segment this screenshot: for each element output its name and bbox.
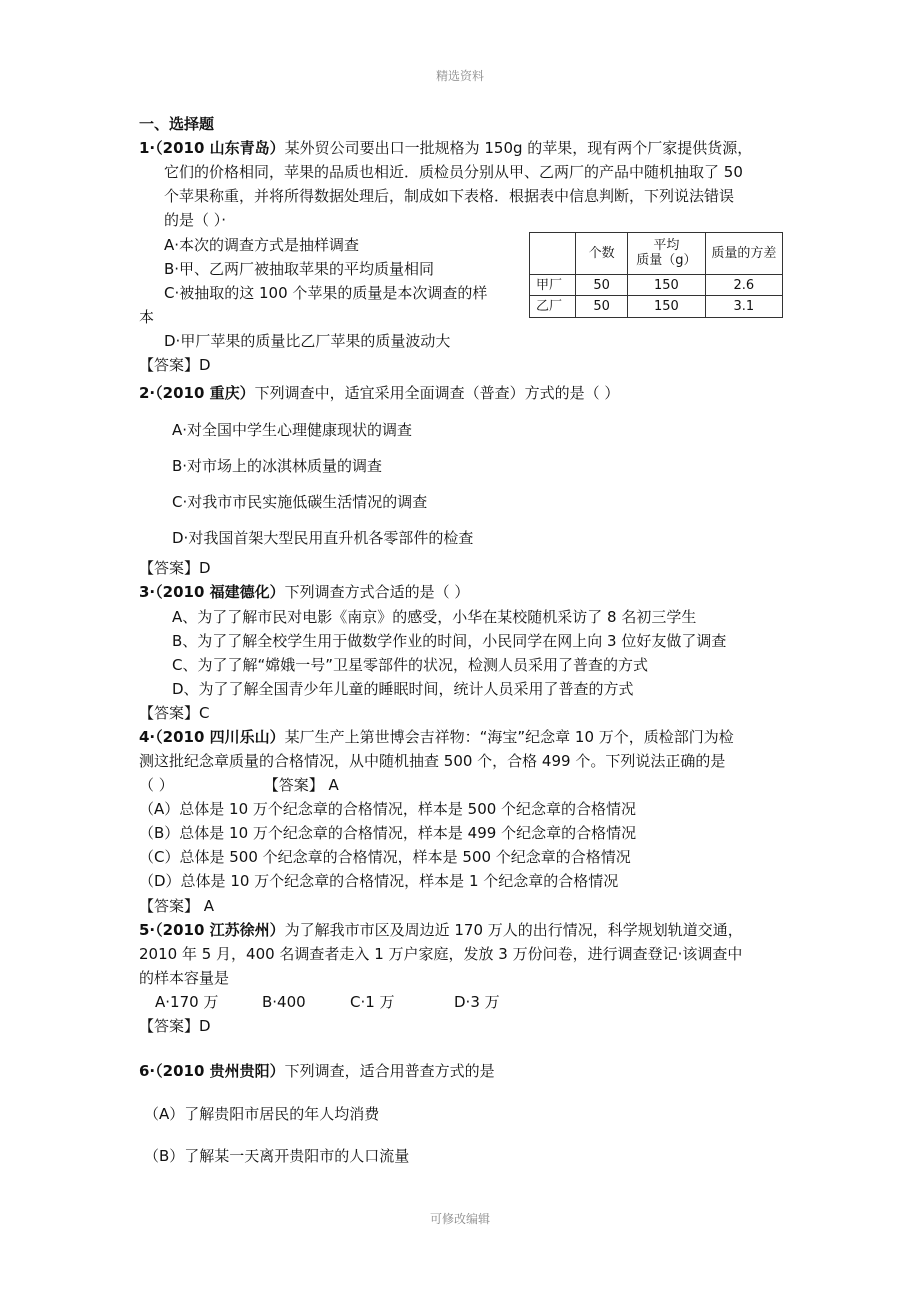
table-row: [530, 274, 783, 296]
question-5-option-a: A·170 万: [155, 993, 219, 1011]
question-2-option-a: A·对全国中学生心理健康现状的调查: [172, 421, 413, 439]
question-5-line-2: 2010 年 5 月，400 名调查者走入 1 万户家庭，发放 3 万份问卷，进行调查登记·该调查中: [139, 945, 743, 963]
page-footer: 可修改编辑: [429, 1212, 490, 1226]
question-5-option-c: C·1 万: [350, 993, 395, 1011]
question-2-text: 下列调查中，适宜采用全面调查（普查）方式的是（ ）: [254, 384, 620, 402]
question-4-option-b: （B）总体是 10 万个纪念章的合格情况，样本是 499 个纪念章的合格情况: [139, 824, 637, 842]
question-5-tag: 5·（2010 江苏徐州）: [139, 921, 285, 939]
question-1-option-d: D·甲厂苹果的质量比乙厂苹果的质量波动大: [164, 332, 451, 350]
question-4-option-d: （D）总体是 10 万个纪念章的合格情况，样本是 1 个纪念章的合格情况: [139, 872, 619, 890]
question-3-option-c: C、为了了解“嫦娥一号”卫星零部件的状况，检测人员采用了普查的方式: [172, 656, 649, 674]
table-header-row: [530, 233, 783, 275]
question-4-line-1: [139, 727, 734, 747]
table-header-line: 平均: [653, 238, 680, 254]
table-cell: 150: [628, 296, 706, 318]
question-4-option-c: （C）总体是 500 个纪念章的合格情况，样本是 500 个纪念章的合格情况: [139, 848, 631, 866]
question-5-line-1: [139, 920, 743, 940]
question-4-line-3: [139, 775, 339, 795]
question-1-line-3: 个苹果称重，并将所得数据处理后，制成如下表格．根据表中信息判断，下列说法错误: [164, 187, 735, 205]
question-1-option-a: A·本次的调查方式是抽样调查: [164, 236, 360, 254]
question-5-text: 为了解我市市区及周边近 170 万人的出行情况，科学规划轨道交通，: [284, 921, 743, 939]
table-cell: 乙厂: [530, 296, 576, 318]
question-3-tag: 3·（2010 福建德化）: [139, 583, 285, 601]
question-3-option-a: A、为了了解市民对电影《南京》的感受，小华在某校随机采访了 8 名初三学生: [172, 608, 697, 626]
question-6-option-a: （A）了解贵阳市居民的年人均消费: [144, 1105, 380, 1123]
question-2-tag: 2·（2010 重庆）: [139, 384, 255, 402]
question-6-option-b: （B）了解某一天离开贵阳市的人口流量: [144, 1147, 410, 1165]
question-2-stem: [139, 383, 619, 403]
question-1-answer: 【答案】D: [139, 356, 211, 374]
question-4-blank: （ ）: [139, 776, 174, 794]
question-3-option-d: D、为了了解全国青少年儿童的睡眠时间，统计人员采用了普查的方式: [172, 680, 634, 698]
section-title: 一、选择题: [139, 115, 215, 133]
question-1-option-b: B·甲、乙两厂被抽取苹果的平均质量相同: [164, 260, 435, 278]
question-5-answer: 【答案】D: [139, 1017, 211, 1035]
question-1-line-1: [139, 138, 752, 158]
question-6-stem: [139, 1061, 495, 1081]
question-6-tag: 6·（2010 贵州贵阳）: [139, 1062, 285, 1080]
question-4-tag: 4·（2010 四川乐山）: [139, 728, 285, 746]
question-1-option-c: C·被抽取的这 100 个苹果的质量是本次调查的样: [164, 284, 488, 302]
question-4-line-2: 测这批纪念章质量的合格情况，从中随机抽查 500 个，合格 499 个。下列说法正确的是: [139, 752, 726, 770]
table-cell: 50: [576, 274, 628, 296]
question-5-option-b: B·400: [262, 993, 306, 1011]
question-4-option-a: （A）总体是 10 万个纪念章的合格情况，样本是 500 个纪念章的合格情况: [139, 800, 637, 818]
question-2-option-d: D·对我国首架大型民用直升机各零部件的检查: [172, 529, 474, 547]
question-6-text: 下列调查，适合用普查方式的是: [284, 1062, 495, 1080]
question-1-line-2: 它们的价格相同，苹果的品质也相近．质检员分别从甲、乙两厂的产品中随机抽取了 50: [164, 163, 743, 181]
table-header-cell: [530, 233, 576, 275]
page-header: 精选资料: [435, 69, 484, 83]
question-3-option-b: B、为了了解全校学生用于做数学作业的时间，小民同学在网上向 3 位好友做了调查: [172, 632, 727, 650]
question-2-answer: 【答案】D: [139, 559, 211, 577]
question-2-option-b: B·对市场上的冰淇林质量的调查: [172, 457, 383, 475]
table-cell: 3.1: [705, 296, 782, 318]
apple-quality-table: [529, 232, 783, 318]
table-cell: 50: [576, 296, 628, 318]
question-1-line-4: 的是（ ）·: [164, 211, 227, 229]
question-4-inline-answer: 【答案】 A: [263, 776, 339, 794]
table-header-cell: [628, 233, 706, 275]
question-4-answer: 【答案】 A: [139, 897, 215, 915]
question-4-text: 某厂生产上第世博会吉祥物：“海宝”纪念章 10 万个，质检部门为检: [284, 728, 734, 746]
table-header-cell: 个数: [576, 233, 628, 275]
table-cell: 甲厂: [530, 274, 576, 296]
table-header-cell: 质量的方差: [705, 233, 782, 275]
question-1-text: 某外贸公司要出口一批规格为 150g 的苹果，现有两个厂家提供货源，: [284, 139, 753, 157]
question-3-answer: 【答案】C: [139, 704, 210, 722]
question-5-option-d: D·3 万: [454, 993, 500, 1011]
table-cell: 150: [628, 274, 706, 296]
question-5-line-3: 的样本容量是: [139, 969, 230, 987]
table-row: [530, 296, 783, 318]
question-1-tag: 1·（2010 山东青岛）: [139, 139, 285, 157]
table-header-line: 质量（g）: [636, 253, 697, 269]
question-2-option-c: C·对我市市民实施低碳生活情况的调查: [172, 493, 428, 511]
question-3-text: 下列调查方式合适的是（ ）: [284, 583, 470, 601]
question-1-option-c-cont: 本: [139, 308, 155, 326]
table-cell: 2.6: [705, 274, 782, 296]
question-3-stem: [139, 582, 469, 602]
